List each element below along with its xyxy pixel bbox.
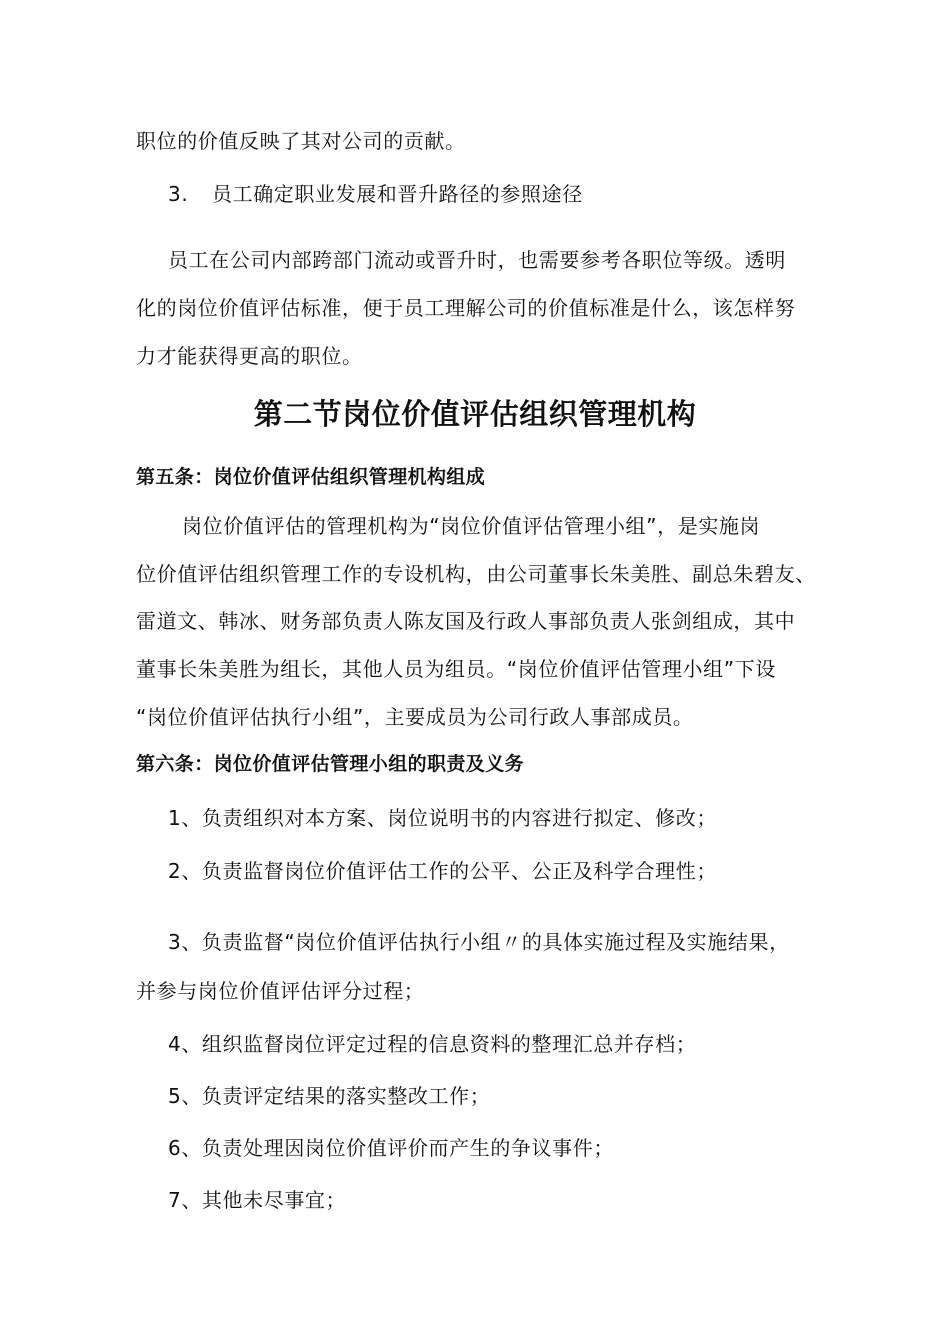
paragraph-line: 雷道文、韩冰、财务部负责人陈友国及行政人事部负责人张剑组成，其中 xyxy=(136,609,796,633)
duty-item: 6、负责处理因岗位价值评价而产生的争议事件； xyxy=(168,1136,614,1160)
duty-item: 7、其他未尽事宜； xyxy=(168,1188,347,1212)
paragraph-line: 董事长朱美胜为组长，其他人员为组员。“岗位价值评估管理小组”下设 xyxy=(136,657,776,681)
duty-item: 4、组织监督岗位评定过程的信息资料的整理汇总并存档； xyxy=(168,1032,697,1056)
duty-item: 2、负责监督岗位价值评估工作的公平、公正及科学合理性； xyxy=(168,859,717,883)
paragraph-line: 岗位价值评估的管理机构为“岗位价值评估管理小组”，是实施岗 xyxy=(182,514,761,538)
duty-item: 1、负责组织对本方案、岗位说明书的内容进行拟定、修改； xyxy=(168,806,717,830)
paragraph-line: 位价值评估组织管理工作的专设机构，由公司董事长朱美胜、副总朱碧友、 xyxy=(136,562,816,586)
article-6-heading: 第六条：岗位价值评估管理小组的职责及义务 xyxy=(136,753,525,775)
duty-item: 5、负责评定结果的落实整改工作； xyxy=(168,1084,491,1108)
article-5-heading: 第五条：岗位价值评估组织管理机构组成 xyxy=(136,466,486,488)
list-item-3 xyxy=(168,180,583,208)
paragraph-line: “岗位价值评估执行小组”，主要成员为公司行政人事部成员。 xyxy=(136,705,694,729)
list-number: 3. xyxy=(168,182,189,206)
paragraph-line: 化的岗位价值评估标准，便于员工理解公司的价值标准是什么，该怎样努 xyxy=(136,296,796,320)
section-heading: 第二节岗位价值评估组织管理机构 xyxy=(253,397,697,431)
paragraph-line: 力才能获得更高的职位。 xyxy=(136,344,363,368)
duty-item: 3、负责监督“岗位价值评估执行小组〃的具体实施过程及实施结果， xyxy=(168,930,790,954)
list-item-text: 员工确定职业发展和晋升路径的参照途径 xyxy=(212,182,583,206)
paragraph-line: 员工在公司内部跨部门流动或晋升时，也需要参考各职位等级。透明 xyxy=(168,248,786,272)
duty-item-continuation: 并参与岗位价值评估评分过程； xyxy=(136,979,425,1003)
paragraph-line: 职位的价值反映了其对公司的贡献。 xyxy=(136,129,466,153)
